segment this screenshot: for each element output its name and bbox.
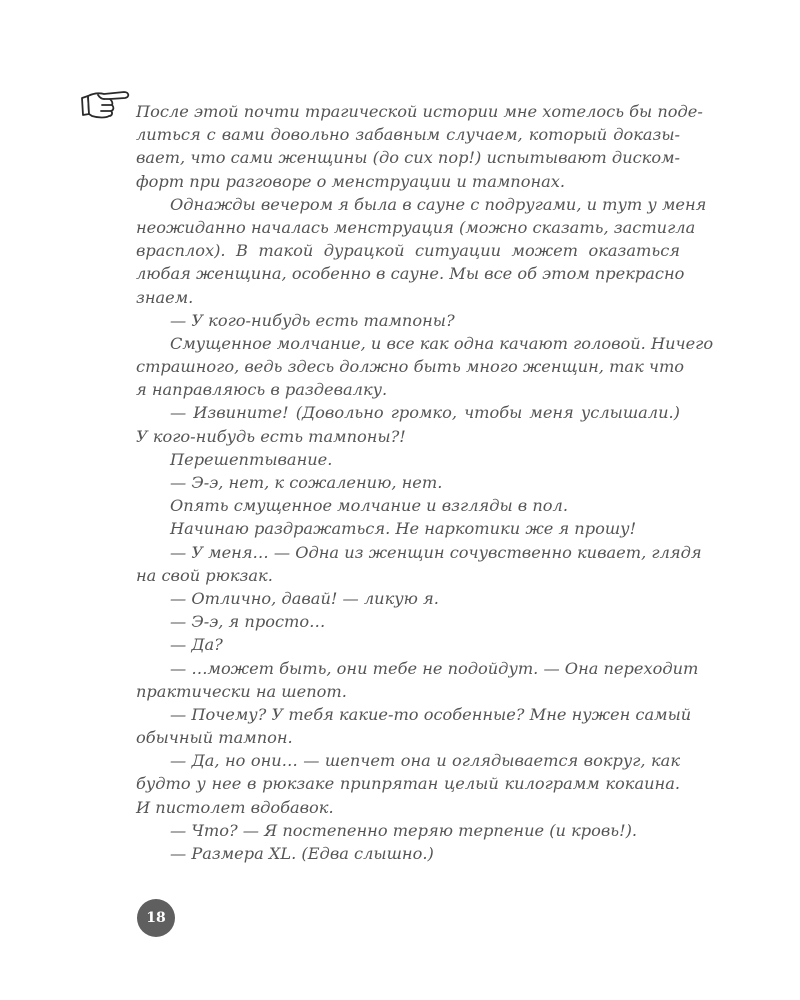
page-number-badge: 18 [137,899,175,937]
text-line: литься с вами довольно забавным случаем, который доказы- [136,125,680,145]
text-line: — Что? — Я постепенно теряю терпение (и кровь!). [170,820,638,840]
text-line: Однажды вечером я была в сауне с подругами, и тут у меня [170,194,707,214]
text-line: — Отлично, давай! — ликую я. [170,588,439,608]
text-line: Перешептывание. [170,449,333,469]
text-line: — Почему? У тебя какие-то особенные? Мне нужен самый [170,704,692,724]
text-line: будто у нее в рюкзаке припрятан целый килограмм кокаина. [136,774,680,794]
text-line: Смущенное молчание, и все как одна качают головой. Ничего [170,333,714,353]
text-line: — …может быть, они тебе не подойдут. — Она переходит [170,658,699,678]
pointing-hand-icon [80,88,132,122]
text-line: — Да, но они… — шепчет она и оглядывается вокруг, как [170,751,680,771]
text-line: — Извините! (Довольно громко, чтобы меня услышали.) [170,403,680,423]
text-line: Опять смущенное молчание и взгляды в пол. [170,496,568,516]
text-line: — Размера XL. (Едва слышно.) [170,844,434,863]
text-line: я направляюсь в раздевалку. [136,380,388,400]
text-line: любая женщина, особенно в сауне. Мы все об этом прекрасно [136,264,685,284]
body-text [136,100,714,865]
text-line: — Да? [170,635,223,655]
text-line: неожиданно началась менструация (можно сказать, застигла [136,217,696,237]
text-line: форт при разговоре о менструации и тампонах. [136,171,566,191]
text-line: У кого-нибудь есть тампоны?! [136,426,406,446]
text-line: И пистолет вдобавок. [136,797,334,817]
text-line: — Э-э, нет, к сожалению, нет. [170,473,443,492]
text-line: на свой рюкзак. [136,565,273,585]
text-line: страшного, ведь здесь должно быть много женщин, так что [136,357,685,377]
text-line: врасплох). В такой дурацкой ситуации может оказаться [136,241,680,261]
text-line: — У меня… — Одна из женщин сочувственно кивает, глядя [170,542,702,562]
text-line: — Э-э, я просто… [170,612,326,632]
text-line: Начинаю раздражаться. Не наркотики же я прошу! [170,519,637,539]
text-line: знаем. [136,287,194,307]
text-line: После этой почти трагической истории мне хотелось бы поде- [136,102,703,121]
text-line: вает, что сами женщины (до сих пор!) испытывают диском- [136,148,680,168]
text-line: обычный тампон. [136,728,293,748]
text-line: — У кого-нибудь есть тампоны? [170,310,455,330]
text-line: практически на шепот. [136,681,347,701]
